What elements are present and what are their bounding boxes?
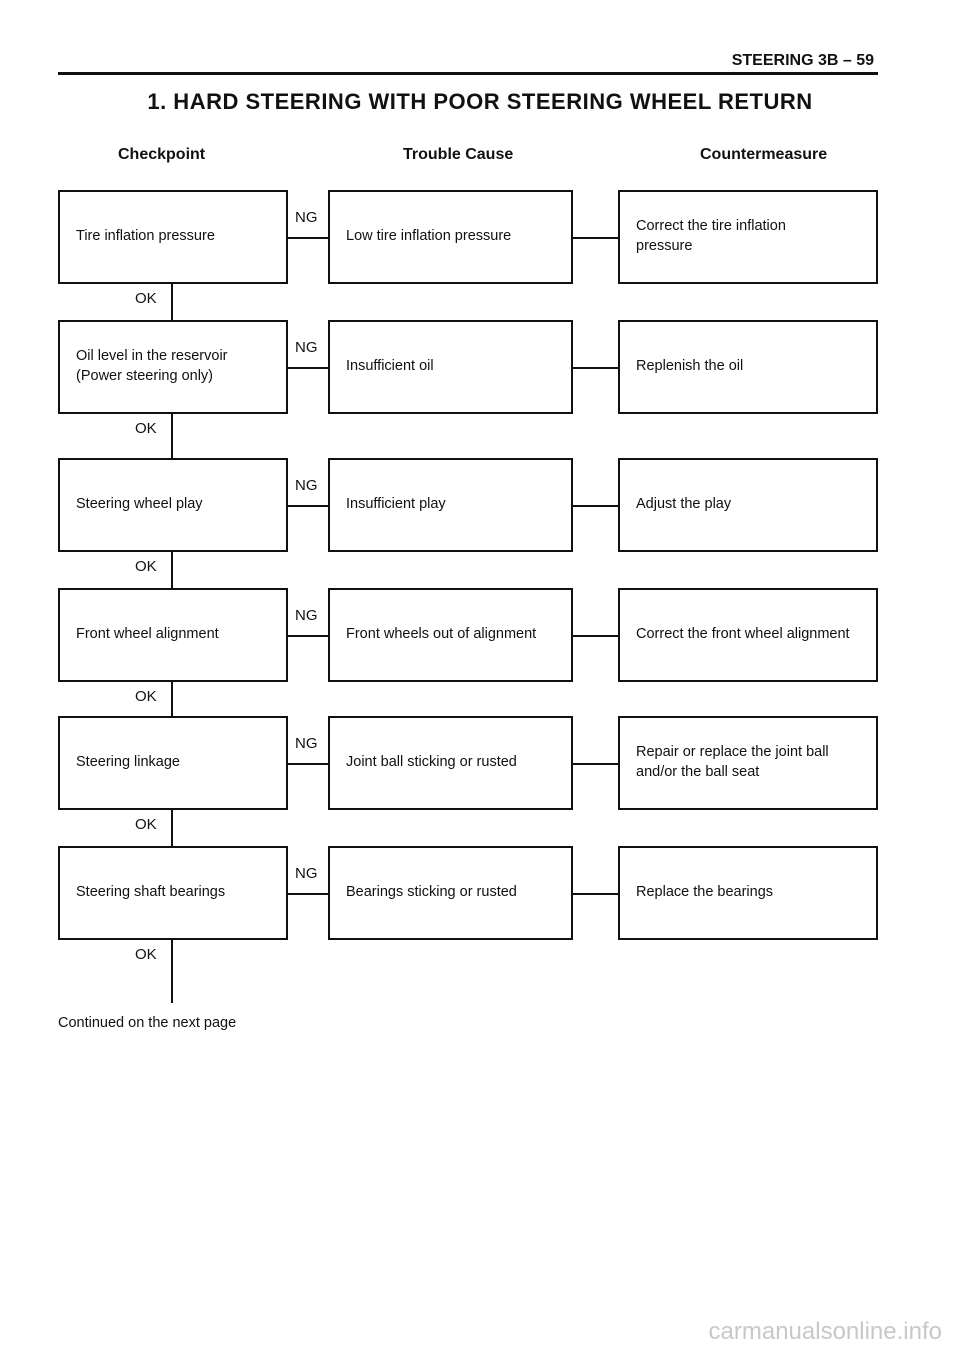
- checkpoint-box: Steering linkage: [58, 716, 288, 810]
- countermeasure-box: Replenish the oil: [618, 320, 878, 414]
- countermeasure-connector: [573, 367, 618, 369]
- countermeasure-box: Replace the bearings: [618, 846, 878, 940]
- ok-label: OK: [135, 816, 157, 833]
- checkpoint-box: Front wheel alignment: [58, 588, 288, 682]
- ok-connector: [171, 810, 173, 846]
- ng-connector: [288, 367, 328, 369]
- ng-connector: [288, 635, 328, 637]
- ok-connector: [171, 284, 173, 320]
- ok-label: OK: [135, 558, 157, 575]
- column-heading-checkpoint: Checkpoint: [118, 146, 206, 163]
- checkpoint-box: Steering shaft bearings: [58, 846, 288, 940]
- ng-connector: [288, 893, 328, 895]
- header-rule: [58, 72, 878, 75]
- ng-label: NG: [295, 735, 318, 752]
- countermeasure-box: Repair or replace the joint ball and/or the ball seat: [618, 716, 878, 810]
- ng-connector: [288, 763, 328, 765]
- watermark: carmanualsonline.info: [708, 1318, 942, 1345]
- trouble-cause-box: Insufficient play: [328, 458, 573, 552]
- trouble-cause-box: Front wheels out of alignment: [328, 588, 573, 682]
- ok-label: OK: [135, 946, 157, 963]
- column-heading-trouble-cause: Trouble Cause: [403, 146, 514, 163]
- countermeasure-box: Correct the tire inflation pressure: [618, 190, 878, 284]
- countermeasure-connector: [573, 505, 618, 507]
- countermeasure-connector: [573, 635, 618, 637]
- trouble-cause-box: Bearings sticking or rusted: [328, 846, 573, 940]
- countermeasure-connector: [573, 237, 618, 239]
- checkpoint-box: Tire inflation pressure: [58, 190, 288, 284]
- page-header: STEERING 3B – 59: [731, 52, 874, 69]
- countermeasure-connector: [573, 893, 618, 895]
- ng-label: NG: [295, 477, 318, 494]
- checkpoint-box: Oil level in the reservoir (Power steering only): [58, 320, 288, 414]
- trouble-cause-box: Insufficient oil: [328, 320, 573, 414]
- ng-label: NG: [295, 209, 318, 226]
- column-heading-countermeasure: Countermeasure: [700, 146, 828, 163]
- countermeasure-connector: [573, 763, 618, 765]
- ok-connector: [171, 682, 173, 716]
- ok-connector: [171, 940, 173, 1003]
- ng-label: NG: [295, 339, 318, 356]
- ok-connector: [171, 414, 173, 458]
- continued-note: Continued on the next page: [58, 1015, 237, 1031]
- trouble-cause-box: Low tire inflation pressure: [328, 190, 573, 284]
- ng-label: NG: [295, 865, 318, 882]
- ng-label: NG: [295, 607, 318, 624]
- trouble-cause-box: Joint ball sticking or rusted: [328, 716, 573, 810]
- ok-connector: [171, 552, 173, 588]
- countermeasure-box: Correct the front wheel alignment: [618, 588, 878, 682]
- ng-connector: [288, 505, 328, 507]
- countermeasure-box: Adjust the play: [618, 458, 878, 552]
- ng-connector: [288, 237, 328, 239]
- ok-label: OK: [135, 420, 157, 437]
- ok-label: OK: [135, 688, 157, 705]
- checkpoint-box: Steering wheel play: [58, 458, 288, 552]
- page-title: 1. HARD STEERING WITH POOR STEERING WHEEL RETURN: [147, 89, 813, 114]
- ok-label: OK: [135, 290, 157, 307]
